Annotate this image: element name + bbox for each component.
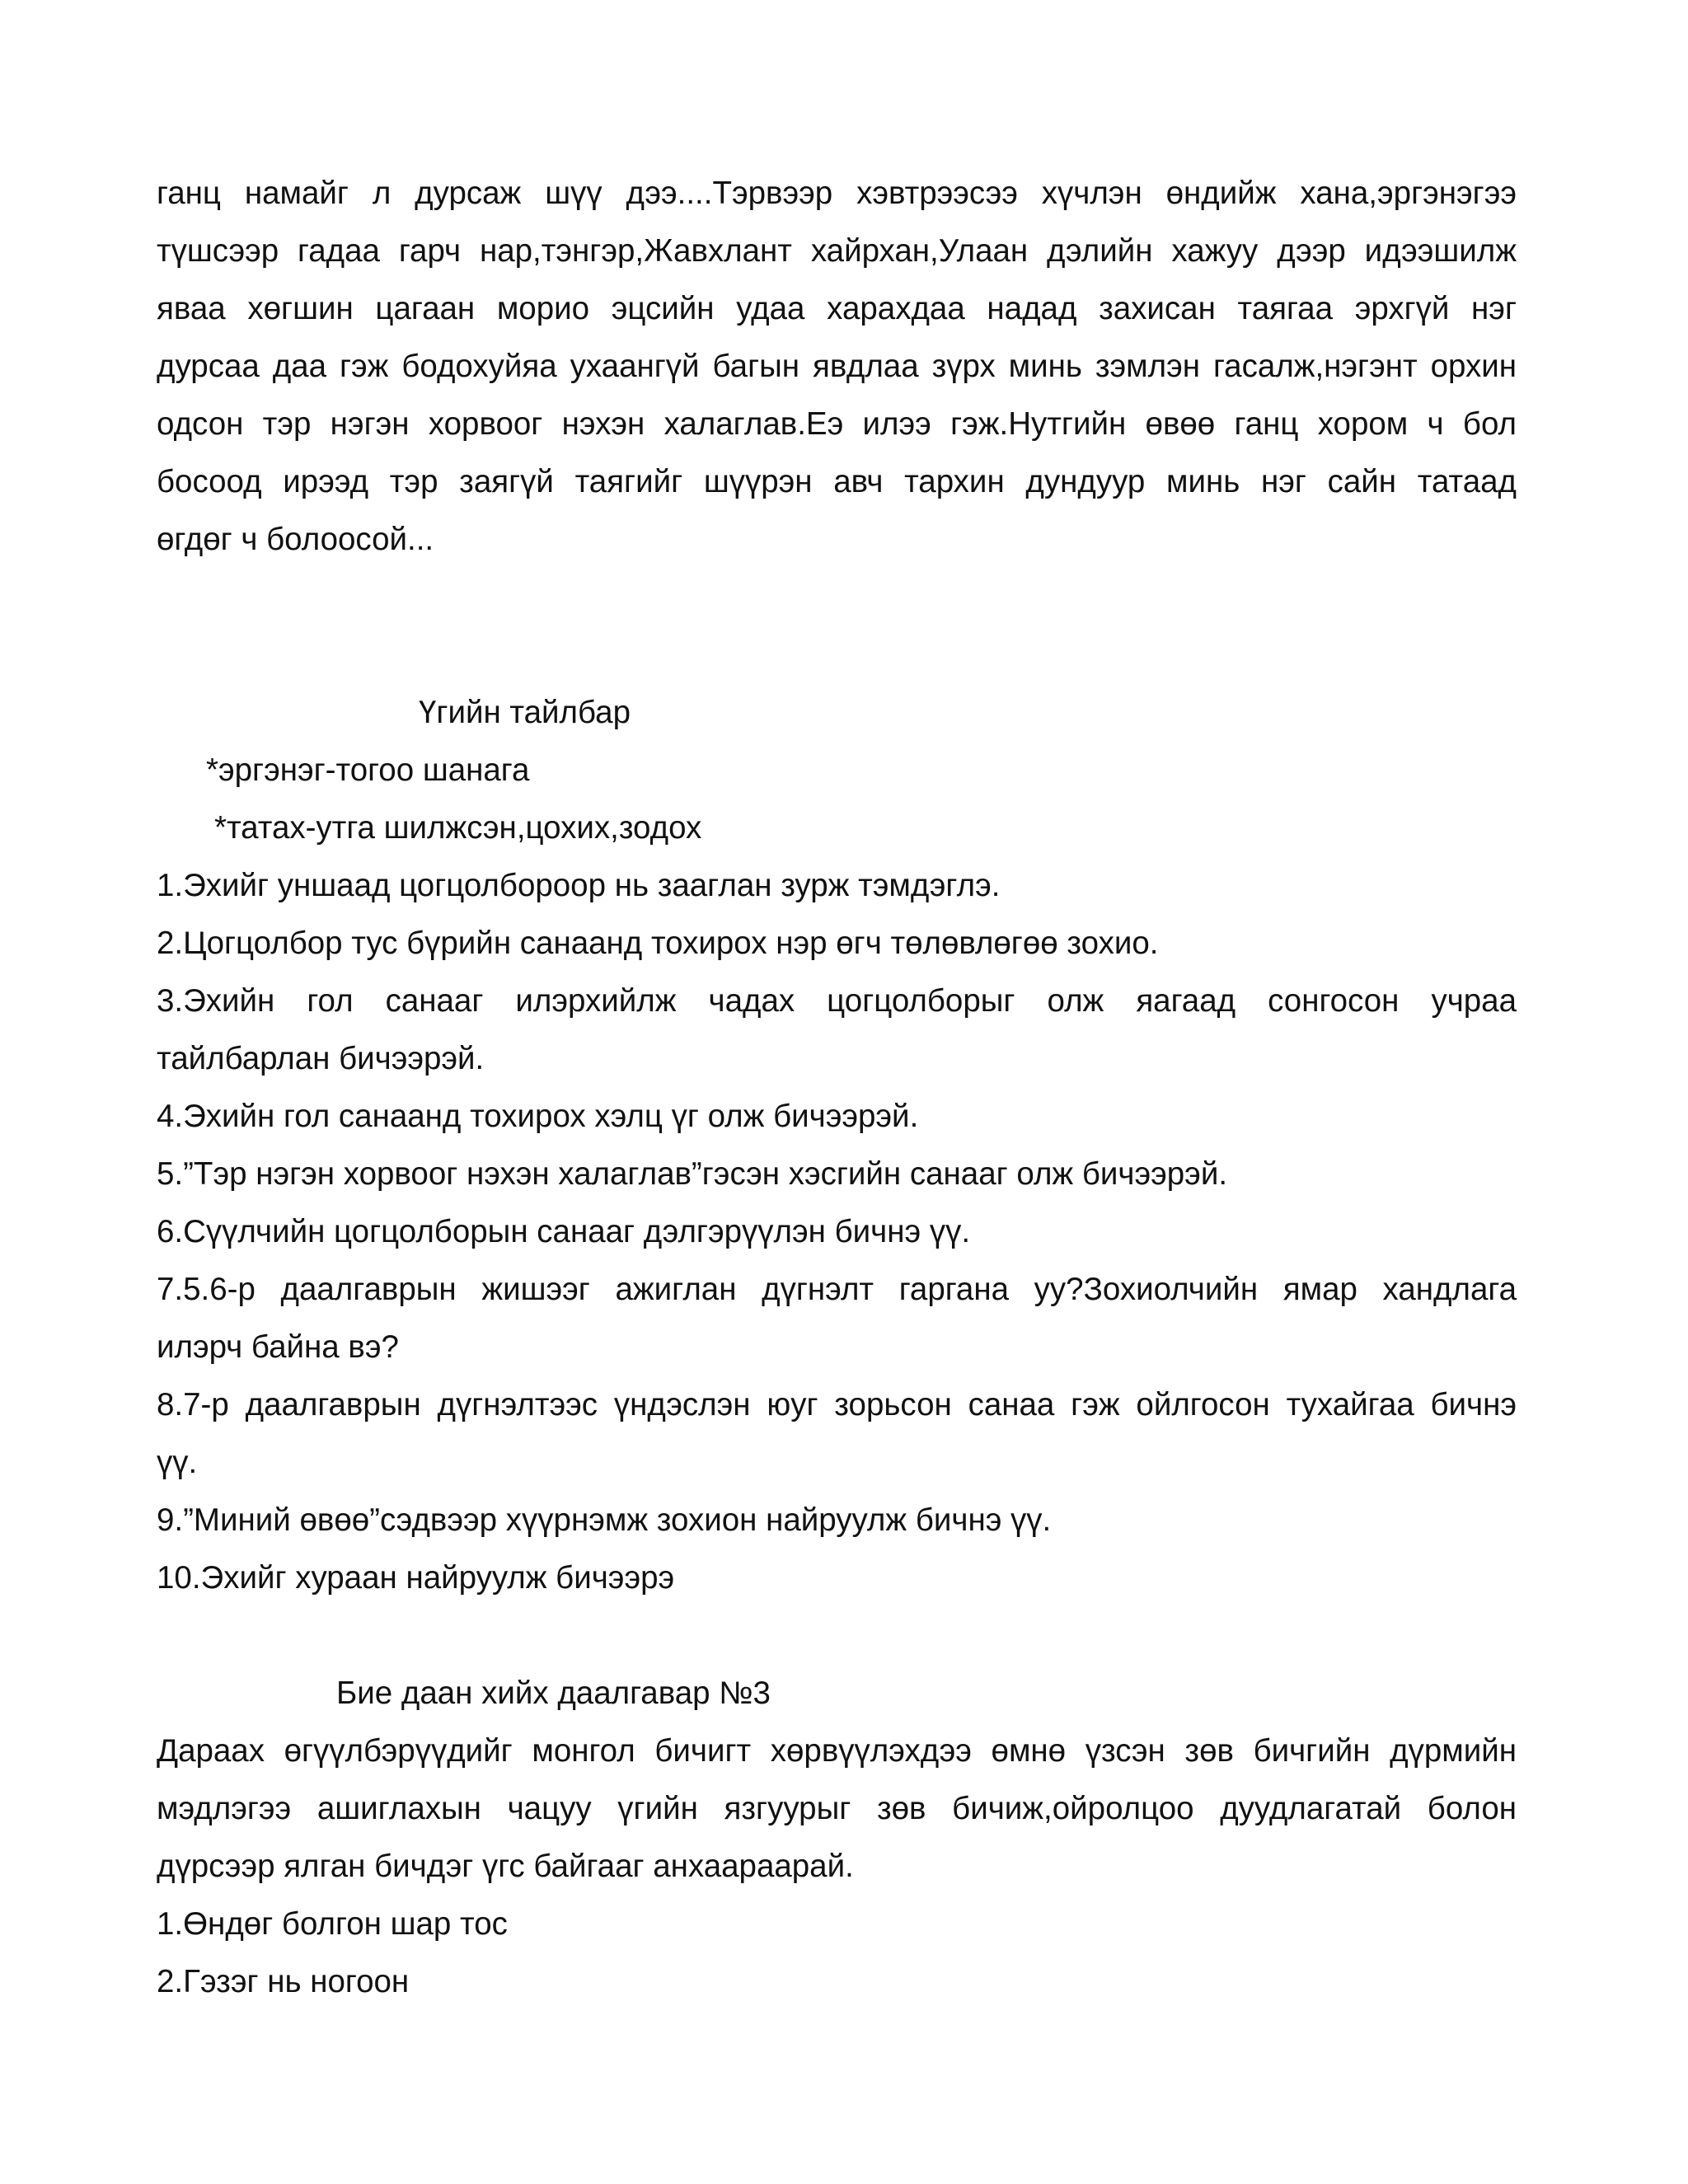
assignment-title: Бие даан хийх даалгавар №3 bbox=[336, 1675, 771, 1711]
task-item-continued: илэрч байна вэ? bbox=[157, 1329, 399, 1365]
task-list bbox=[157, 857, 1517, 1607]
assignment-intro-line: мэдлэгээ ашиглахын чацуу үгийн язгуурыг зөв бичиж,ойролцоо дуудлагатай болон bbox=[157, 1791, 1517, 1826]
glossary-title: Үгийн тайлбар bbox=[419, 695, 631, 730]
spacer bbox=[157, 569, 1517, 684]
document-page bbox=[157, 165, 1517, 2011]
assignment-intro-line: Дараах өгүүлбэрүүдийг монгол бичигт хөрвүүлэхдээ өмнө үзсэн зөв бичгийн дүрмийн bbox=[157, 1733, 1517, 1769]
task-item-continued: тайлбарлан бичээрэй. bbox=[157, 1041, 485, 1076]
task-item: 6.Сүүлчийн цогцолборын санааг дэлгэрүүлэн бичнэ үү. bbox=[157, 1214, 971, 1249]
task-item: 2.Цогцолбор тус бүрийн санаанд тохирох нэр өгч төлөвлөгөө зохио. bbox=[157, 926, 1159, 961]
glossary-item: *татах-утга шилжсэн,цохих,зодох bbox=[214, 810, 702, 846]
story-line: яваа хөгшин цагаан морио эцсийн удаа харахдаа надад захисан таягаа эрхгүй нэг bbox=[157, 291, 1517, 326]
story-paragraph bbox=[157, 165, 1517, 569]
assignment-sentence: 2.Гэзэг нь ногоон bbox=[157, 1964, 410, 1999]
spacer bbox=[157, 1607, 1517, 1665]
task-item-continued: үү. bbox=[157, 1445, 198, 1480]
glossary-item: *эргэнэг-тогоо шанага bbox=[206, 752, 530, 788]
task-item: 1.Эхийг уншаад цогцолбороор нь зааглан зурж тэмдэглэ. bbox=[157, 868, 1001, 903]
task-item: 3.Эхийн гол санааг илэрхийлж чадах цогцолборыг олж яагаад сонгосон учраа bbox=[157, 983, 1517, 1019]
task-item: 5.”Тэр нэгэн хорвоог нэхэн халаглав”гэсэн хэсгийн санааг олж бичээрэй. bbox=[157, 1156, 1228, 1192]
story-line: ганц намайг л дурсаж шүү дээ....Тэрвээр хэвтрээсээ хүчлэн өндийж хана,эргэнэгээ bbox=[157, 176, 1517, 211]
story-line: өгдөг ч болоосой... bbox=[157, 522, 434, 557]
assignment-intro-line: дүрсээр ялган бичдэг үгс байгааг анхаараарай. bbox=[157, 1849, 854, 1884]
task-item: 9.”Миний өвөө”сэдвээр хүүрнэмж зохион найруулж бичнэ үү. bbox=[157, 1502, 1052, 1538]
task-item: 10.Эхийг хураан найруулж бичээрэ bbox=[157, 1560, 675, 1596]
task-item: 7.5.6-р даалгаврын жишээг ажиглан дүгнэлт гаргана уу?Зохиолчийн ямар хандлага bbox=[157, 1272, 1517, 1307]
glossary-section bbox=[157, 684, 1517, 857]
assignment-section bbox=[157, 1665, 1517, 2011]
assignment-sentence: 1.Өндөг болгон шар тос bbox=[157, 1906, 508, 1942]
story-line: одсон тэр нэгэн хорвоог нэхэн халаглав.Еэ илээ гэж.Нутгийн өвөө ганц хором ч бол bbox=[157, 406, 1517, 442]
story-line: түшсээр гадаа гарч нар,тэнгэр,Жавхлант хайрхан,Улаан дэлийн хажуу дээр идээшилж bbox=[157, 233, 1517, 269]
task-item: 4.Эхийн гол санаанд тохирох хэлц үг олж бичээрэй. bbox=[157, 1099, 919, 1134]
task-item: 8.7-р даалгаврын дүгнэлтээс үндэслэн юуг зорьсон санаа гэж ойлгосон тухайгаа бичнэ bbox=[157, 1387, 1517, 1422]
story-line: дурсаа даа гэж бодохуйяа ухаангүй багын явдлаа зүрх минь зэмлэн гасалж,нэгэнт орхин bbox=[157, 349, 1517, 384]
story-line: босоод ирээд тэр заягүй таягийг шүүрэн авч тархин дундуур минь нэг сайн татаад bbox=[157, 464, 1517, 499]
